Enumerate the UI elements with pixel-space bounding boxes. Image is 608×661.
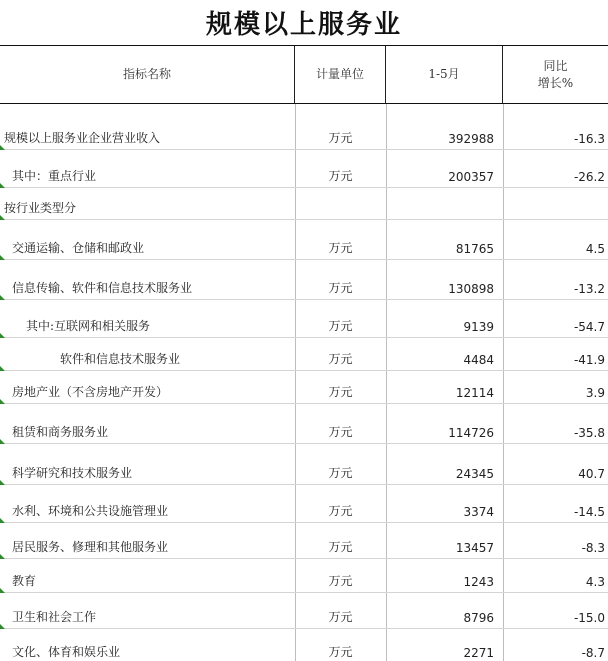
table-row xyxy=(0,188,608,220)
table-row xyxy=(0,523,608,559)
header-growth-line2: 增长% xyxy=(537,75,574,90)
row-growth: -35.8 xyxy=(573,426,605,440)
row-value: 9139 xyxy=(463,320,494,334)
table-row xyxy=(0,559,608,593)
table-row xyxy=(0,220,608,260)
row-growth: -15.0 xyxy=(573,611,605,625)
row-growth: 4.5 xyxy=(585,242,605,256)
header-period: 1-5月 xyxy=(386,46,503,104)
table-row xyxy=(0,485,608,523)
row-unit: 万元 xyxy=(328,131,353,145)
row-growth: -13.2 xyxy=(573,282,605,296)
row-growth: -41.9 xyxy=(573,353,605,367)
table-title: 规模以上服务业 xyxy=(0,0,608,46)
row-value: 2271 xyxy=(463,646,494,660)
row-growth: -16.3 xyxy=(573,132,605,146)
table-row xyxy=(0,338,608,371)
row-growth: 40.7 xyxy=(578,467,605,481)
header-unit: 计量单位 xyxy=(295,46,386,104)
row-value: 12114 xyxy=(455,386,494,400)
row-name: 居民服务、修理和其他服务业 xyxy=(12,540,169,554)
row-unit: 万元 xyxy=(328,540,353,554)
header-indicator-name: 指标名称 xyxy=(0,46,295,104)
header-growth xyxy=(503,46,608,104)
row-unit: 万元 xyxy=(328,319,353,333)
row-growth: 3.9 xyxy=(585,386,605,400)
row-name: 按行业类型分 xyxy=(4,201,77,215)
row-value: 130898 xyxy=(448,282,494,296)
row-name: 规模以上服务业企业营业收入 xyxy=(4,131,161,145)
table-row xyxy=(0,371,608,404)
table-row xyxy=(0,150,608,188)
row-value: 8796 xyxy=(463,611,494,625)
row-name: 租赁和商务服务业 xyxy=(12,425,109,439)
row-value: 114726 xyxy=(448,426,494,440)
row-growth: -8.3 xyxy=(581,541,605,555)
row-growth: -26.2 xyxy=(573,170,605,184)
row-growth: 4.3 xyxy=(585,575,605,589)
row-name: 软件和信息技术服务业 xyxy=(60,352,181,366)
table-row xyxy=(0,260,608,300)
row-name: 水利、环境和公共设施管理业 xyxy=(12,504,169,518)
header-growth-line1: 同比 xyxy=(543,58,568,73)
row-name: 文化、体育和娱乐业 xyxy=(12,645,121,659)
row-unit: 万元 xyxy=(328,169,353,183)
row-name: 科学研究和技术服务业 xyxy=(12,466,133,480)
row-unit: 万元 xyxy=(328,466,353,480)
row-value: 13457 xyxy=(455,541,494,555)
table-row xyxy=(0,404,608,444)
table-row xyxy=(0,629,608,661)
row-value: 1243 xyxy=(463,575,494,589)
row-name: 房地产业（不含房地产开发） xyxy=(12,385,169,399)
row-unit: 万元 xyxy=(328,645,353,659)
row-unit: 万元 xyxy=(328,281,353,295)
row-name: 交通运输、仓储和邮政业 xyxy=(12,241,145,255)
row-name: 其中:互联网和相关服务 xyxy=(26,319,151,333)
row-name: 卫生和社会工作 xyxy=(12,610,97,624)
table-row xyxy=(0,104,608,150)
row-value: 3374 xyxy=(463,505,494,519)
row-unit: 万元 xyxy=(328,352,353,366)
table-row xyxy=(0,300,608,338)
row-growth: -54.7 xyxy=(573,320,605,334)
row-unit: 万元 xyxy=(328,425,353,439)
table-row xyxy=(0,444,608,485)
row-value: 392988 xyxy=(448,132,494,146)
row-value: 81765 xyxy=(455,242,494,256)
row-value: 200357 xyxy=(448,170,494,184)
row-growth: -14.5 xyxy=(573,505,605,519)
row-value: 24345 xyxy=(455,467,494,481)
row-unit: 万元 xyxy=(328,241,353,255)
row-unit: 万元 xyxy=(328,574,353,588)
row-growth: -8.7 xyxy=(581,646,605,660)
row-name: 信息传输、软件和信息技术服务业 xyxy=(12,281,193,295)
table-row xyxy=(0,593,608,629)
row-unit: 万元 xyxy=(328,504,353,518)
row-name: 其中：重点行业 xyxy=(12,169,97,183)
row-unit: 万元 xyxy=(328,610,353,624)
row-name: 教育 xyxy=(12,574,37,588)
row-value: 4484 xyxy=(463,353,494,367)
row-unit: 万元 xyxy=(328,385,353,399)
